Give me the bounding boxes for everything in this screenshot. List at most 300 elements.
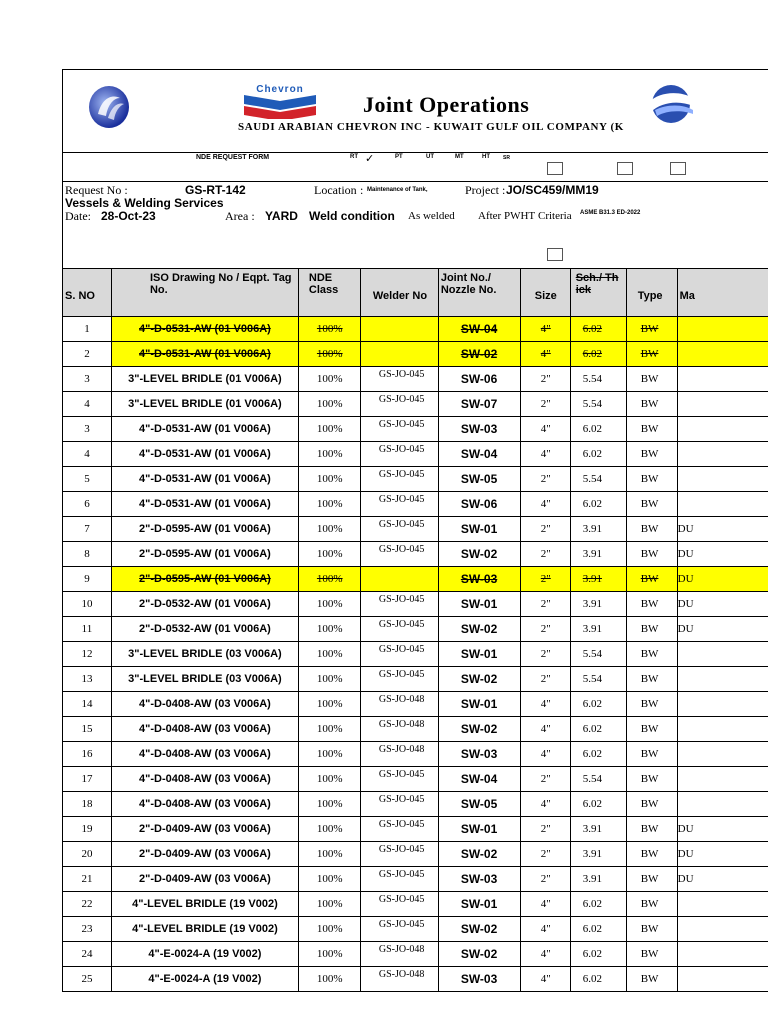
row-type: BW (626, 667, 677, 692)
row-type: BW (626, 792, 677, 817)
method-checkbox[interactable] (670, 162, 686, 175)
row-joint-no: SW-01 (438, 517, 520, 542)
weld-joint-table (62, 268, 768, 992)
row-size: 2" (520, 467, 570, 492)
row-serial-no: 14 (63, 692, 112, 717)
row-iso-drawing: 4"-LEVEL BRIDLE (19 V002) (111, 917, 298, 942)
row-nde-class: 100% (298, 317, 360, 342)
row-nde-class: 100% (298, 867, 360, 892)
row-welder-no: GS-JO-048 (360, 942, 438, 967)
row-joint-no: SW-06 (438, 492, 520, 517)
row-size: 2" (520, 517, 570, 542)
row-schedule: 6.02 (570, 692, 626, 717)
row-iso-drawing: 4"-D-0531-AW (01 V006A) (111, 317, 298, 342)
row-material: DU (677, 517, 768, 542)
row-size: 4" (520, 317, 570, 342)
row-schedule: 3.91 (570, 842, 626, 867)
row-schedule: 5.54 (570, 667, 626, 692)
row-welder-no: GS-JO-045 (360, 892, 438, 917)
row-nde-class: 100% (298, 642, 360, 667)
row-serial-no: 13 (63, 667, 112, 692)
row-material: DU (677, 542, 768, 567)
method-rt: RT (350, 154, 358, 160)
after-pwht-label: After PWHT (478, 210, 536, 222)
row-schedule: 3.91 (570, 542, 626, 567)
row-welder-no: GS-JO-048 (360, 967, 438, 992)
row-serial-no: 15 (63, 717, 112, 742)
row-schedule: 6.02 (570, 717, 626, 742)
row-welder-no: GS-JO-045 (360, 542, 438, 567)
row-type: BW (626, 317, 677, 342)
row-serial-no: 4 (63, 392, 112, 417)
row-schedule: 3.91 (570, 592, 626, 617)
row-nde-class: 100% (298, 692, 360, 717)
row-iso-drawing: 2"-D-0595-AW (01 V006A) (111, 517, 298, 542)
row-joint-no: SW-02 (438, 842, 520, 867)
table-row (63, 817, 768, 842)
table-row (63, 892, 768, 917)
weld-condition-label: Weld condition (309, 209, 395, 223)
row-serial-no: 17 (63, 767, 112, 792)
row-serial-no: 23 (63, 917, 112, 942)
row-schedule: 6.02 (570, 917, 626, 942)
row-nde-class: 100% (298, 592, 360, 617)
table-row (63, 367, 768, 392)
table-row (63, 392, 768, 417)
table-row (63, 492, 768, 517)
row-size: 4" (520, 742, 570, 767)
row-size: 4" (520, 492, 570, 517)
service-name: Vessels & Welding Services (65, 196, 224, 210)
row-joint-no: SW-04 (438, 317, 520, 342)
row-welder-no: GS-JO-045 (360, 592, 438, 617)
table-row (63, 592, 768, 617)
row-joint-no: SW-05 (438, 467, 520, 492)
row-joint-no: SW-02 (438, 542, 520, 567)
row-welder-no: GS-JO-045 (360, 842, 438, 867)
row-joint-no: SW-02 (438, 667, 520, 692)
row-nde-class: 100% (298, 467, 360, 492)
row-type: BW (626, 817, 677, 842)
row-type: BW (626, 717, 677, 742)
row-type: BW (626, 842, 677, 867)
row-type: BW (626, 942, 677, 967)
row-schedule: 3.91 (570, 817, 626, 842)
row-nde-class: 100% (298, 967, 360, 992)
table-row (63, 342, 768, 367)
date-value: 28-Oct-23 (101, 209, 156, 223)
row-nde-class: 100% (298, 392, 360, 417)
row-welder-no: GS-JO-045 (360, 667, 438, 692)
criteria-value: ASME B31.3 ED-2022 (580, 210, 641, 216)
row-type: BW (626, 517, 677, 542)
table-row (63, 317, 768, 342)
row-type: BW (626, 442, 677, 467)
row-material (677, 742, 768, 767)
col-header-size: Size (520, 269, 570, 317)
row-serial-no: 11 (63, 617, 112, 642)
row-iso-drawing: 4"-D-0408-AW (03 V006A) (111, 767, 298, 792)
chevron-wordmark: Chevron (256, 84, 304, 95)
row-serial-no: 19 (63, 817, 112, 842)
row-welder-no: GS-JO-045 (360, 792, 438, 817)
row-type: BW (626, 467, 677, 492)
row-size: 4" (520, 967, 570, 992)
row-joint-no: SW-06 (438, 367, 520, 392)
row-material (677, 692, 768, 717)
row-welder-no: GS-JO-045 (360, 817, 438, 842)
row-welder-no: GS-JO-045 (360, 517, 438, 542)
row-schedule: 3.91 (570, 567, 626, 592)
row-material (677, 917, 768, 942)
method-sr: SR (503, 155, 510, 161)
project-label: Project : (465, 183, 506, 197)
row-material (677, 792, 768, 817)
row-material (677, 467, 768, 492)
method-checkbox[interactable] (617, 162, 633, 175)
row-serial-no: 6 (63, 492, 112, 517)
row-type: BW (626, 567, 677, 592)
row-material (677, 642, 768, 667)
page-subtitle: SAUDI ARABIAN CHEVRON INC - KUWAIT GULF OIL COMPANY (K (238, 121, 624, 133)
row-type: BW (626, 542, 677, 567)
table-row (63, 417, 768, 442)
row-material: DU (677, 842, 768, 867)
row-iso-drawing: 2"-D-0532-AW (01 V006A) (111, 592, 298, 617)
row-nde-class: 100% (298, 742, 360, 767)
row-iso-drawing: 4"-E-0024-A (19 V002) (111, 967, 298, 992)
row-schedule: 3.91 (570, 617, 626, 642)
row-size: 4" (520, 342, 570, 367)
col-header-welder: Welder No (360, 269, 438, 317)
table-body (63, 317, 768, 992)
row-nde-class: 100% (298, 492, 360, 517)
row-joint-no: SW-01 (438, 642, 520, 667)
row-schedule: 6.02 (570, 792, 626, 817)
row-serial-no: 21 (63, 867, 112, 892)
row-joint-no: SW-07 (438, 392, 520, 417)
row-nde-class: 100% (298, 917, 360, 942)
row-size: 4" (520, 942, 570, 967)
row-size: 2" (520, 617, 570, 642)
row-serial-no: 5 (63, 467, 112, 492)
row-nde-class: 100% (298, 567, 360, 592)
row-iso-drawing: 4"-D-0531-AW (01 V006A) (111, 492, 298, 517)
row-schedule: 5.54 (570, 642, 626, 667)
row-joint-no: SW-02 (438, 342, 520, 367)
row-schedule: 5.54 (570, 467, 626, 492)
row-nde-class: 100% (298, 342, 360, 367)
row-schedule: 6.02 (570, 942, 626, 967)
row-material (677, 392, 768, 417)
location-value: Maintenance of Tank, (367, 187, 428, 193)
row-serial-no: 4 (63, 442, 112, 467)
row-schedule: 6.02 (570, 892, 626, 917)
row-serial-no: 24 (63, 942, 112, 967)
row-serial-no: 12 (63, 642, 112, 667)
row-joint-no: SW-01 (438, 817, 520, 842)
row-welder-no: GS-JO-048 (360, 692, 438, 717)
method-mt: MT (455, 154, 464, 160)
table-row (63, 967, 768, 992)
row-welder-no: GS-JO-045 (360, 367, 438, 392)
row-material: DU (677, 817, 768, 842)
row-welder-no (360, 317, 438, 342)
method-ut: UT (426, 154, 434, 160)
row-welder-no: GS-JO-045 (360, 492, 438, 517)
method-ht: HT (482, 154, 490, 160)
row-serial-no: 10 (63, 592, 112, 617)
row-schedule: 6.02 (570, 442, 626, 467)
row-serial-no: 1 (63, 317, 112, 342)
row-size: 2" (520, 542, 570, 567)
row-serial-no: 16 (63, 742, 112, 767)
row-iso-drawing: 4"-D-0408-AW (03 V006A) (111, 742, 298, 767)
row-schedule: 3.91 (570, 867, 626, 892)
row-type: BW (626, 617, 677, 642)
row-iso-drawing: 3"-LEVEL BRIDLE (03 V006A) (111, 642, 298, 667)
row-schedule: 5.54 (570, 392, 626, 417)
row-serial-no: 22 (63, 892, 112, 917)
row-serial-no: 3 (63, 367, 112, 392)
row-schedule: 6.02 (570, 317, 626, 342)
row-size: 2" (520, 567, 570, 592)
row-nde-class: 100% (298, 442, 360, 467)
row-type: BW (626, 742, 677, 767)
row-joint-no: SW-03 (438, 567, 520, 592)
table-row (63, 442, 768, 467)
row-size: 2" (520, 367, 570, 392)
row-type: BW (626, 367, 677, 392)
col-header-material: Ma (677, 269, 768, 317)
row-size: 4" (520, 417, 570, 442)
row-nde-class: 100% (298, 892, 360, 917)
row-welder-no: GS-JO-045 (360, 917, 438, 942)
row-nde-class: 100% (298, 817, 360, 842)
row-material (677, 342, 768, 367)
row-joint-no: SW-03 (438, 867, 520, 892)
method-pt: PT (395, 154, 403, 160)
row-joint-no: SW-01 (438, 692, 520, 717)
row-material: DU (677, 592, 768, 617)
project-value: JO/SC459/MM19 (506, 183, 599, 197)
row-material: DU (677, 617, 768, 642)
row-size: 4" (520, 442, 570, 467)
row-type: BW (626, 642, 677, 667)
row-material (677, 767, 768, 792)
row-iso-drawing: 4"-D-0531-AW (01 V006A) (111, 417, 298, 442)
row-joint-no: SW-02 (438, 942, 520, 967)
row-nde-class: 100% (298, 717, 360, 742)
row-iso-drawing: 4"-D-0408-AW (03 V006A) (111, 717, 298, 742)
criteria-label: Criteria (538, 210, 572, 222)
row-schedule: 6.02 (570, 742, 626, 767)
table-row (63, 842, 768, 867)
col-header-sno: S. NO (63, 269, 112, 317)
row-welder-no: GS-JO-045 (360, 442, 438, 467)
request-info (62, 181, 768, 268)
row-welder-no: GS-JO-048 (360, 742, 438, 767)
table-row (63, 542, 768, 567)
row-schedule: 3.91 (570, 517, 626, 542)
row-serial-no: 2 (63, 342, 112, 367)
pwht-checkbox[interactable] (547, 248, 563, 261)
row-material: DU (677, 567, 768, 592)
row-type: BW (626, 392, 677, 417)
row-type: BW (626, 492, 677, 517)
row-material (677, 417, 768, 442)
row-iso-drawing: 4"-D-0531-AW (01 V006A) (111, 442, 298, 467)
row-schedule: 5.54 (570, 767, 626, 792)
row-iso-drawing: 2"-D-0595-AW (01 V006A) (111, 542, 298, 567)
row-schedule: 6.02 (570, 342, 626, 367)
row-material (677, 717, 768, 742)
row-nde-class: 100% (298, 367, 360, 392)
row-serial-no: 18 (63, 792, 112, 817)
row-size: 4" (520, 717, 570, 742)
row-schedule: 5.54 (570, 367, 626, 392)
row-size: 2" (520, 817, 570, 842)
row-size: 2" (520, 667, 570, 692)
row-type: BW (626, 342, 677, 367)
col-header-iso: ISO Drawing No / Eqpt. Tag No. (111, 269, 298, 317)
row-nde-class: 100% (298, 942, 360, 967)
location-separator: : (360, 183, 364, 197)
row-iso-drawing: 3"-LEVEL BRIDLE (01 V006A) (111, 367, 298, 392)
form-name: NDE REQUEST FORM (196, 154, 270, 161)
row-schedule: 6.02 (570, 417, 626, 442)
row-material (677, 442, 768, 467)
row-size: 4" (520, 917, 570, 942)
row-size: 2" (520, 842, 570, 867)
row-joint-no: SW-02 (438, 917, 520, 942)
row-material (677, 492, 768, 517)
table-row (63, 942, 768, 967)
table-row (63, 792, 768, 817)
row-type: BW (626, 867, 677, 892)
row-joint-no: SW-04 (438, 442, 520, 467)
row-welder-no (360, 567, 438, 592)
row-type: BW (626, 892, 677, 917)
col-header-type: Type (626, 269, 677, 317)
table-row (63, 767, 768, 792)
row-welder-no: GS-JO-045 (360, 392, 438, 417)
row-welder-no (360, 342, 438, 367)
row-size: 4" (520, 892, 570, 917)
row-type: BW (626, 692, 677, 717)
table-row (63, 742, 768, 767)
row-joint-no: SW-02 (438, 617, 520, 642)
area-label: Area : (225, 209, 255, 223)
row-type: BW (626, 967, 677, 992)
row-serial-no: 7 (63, 517, 112, 542)
row-joint-no: SW-04 (438, 767, 520, 792)
request-no-value: GS-RT-142 (185, 183, 246, 197)
location-label: Location (314, 183, 357, 197)
row-joint-no: SW-03 (438, 967, 520, 992)
row-iso-drawing: 2"-D-0595-AW (01 V006A) (111, 567, 298, 592)
row-nde-class: 100% (298, 792, 360, 817)
company-swirl-logo (86, 84, 132, 130)
date-label: Date: (65, 209, 91, 223)
row-serial-no: 25 (63, 967, 112, 992)
row-material (677, 967, 768, 992)
method-checkbox[interactable] (547, 162, 563, 175)
row-iso-drawing: 3"-LEVEL BRIDLE (03 V006A) (111, 667, 298, 692)
row-joint-no: SW-03 (438, 417, 520, 442)
row-nde-class: 100% (298, 517, 360, 542)
table-row (63, 867, 768, 892)
table-row (63, 617, 768, 642)
kgoc-logo (645, 84, 693, 124)
as-welded-label: As welded (408, 210, 455, 222)
row-welder-no: GS-JO-045 (360, 642, 438, 667)
row-nde-class: 100% (298, 417, 360, 442)
row-welder-no: GS-JO-045 (360, 617, 438, 642)
row-material (677, 942, 768, 967)
row-joint-no: SW-01 (438, 592, 520, 617)
table-row (63, 567, 768, 592)
row-nde-class: 100% (298, 667, 360, 692)
nde-method-row (62, 152, 768, 182)
row-nde-class: 100% (298, 767, 360, 792)
row-welder-no: GS-JO-048 (360, 717, 438, 742)
row-iso-drawing: 4"-D-0531-AW (01 V006A) (111, 467, 298, 492)
row-joint-no: SW-02 (438, 717, 520, 742)
table-row (63, 467, 768, 492)
row-material (677, 892, 768, 917)
row-welder-no: GS-JO-045 (360, 767, 438, 792)
rt-check-icon: ✓ (365, 153, 375, 165)
col-header-joint: Joint No./ Nozzle No. (438, 269, 520, 317)
row-iso-drawing: 4"-E-0024-A (19 V002) (111, 942, 298, 967)
row-iso-drawing: 3"-LEVEL BRIDLE (01 V006A) (111, 392, 298, 417)
row-size: 2" (520, 592, 570, 617)
row-iso-drawing: 2"-D-0409-AW (03 V006A) (111, 867, 298, 892)
row-welder-no: GS-JO-045 (360, 467, 438, 492)
table-row (63, 717, 768, 742)
row-iso-drawing: 4"-LEVEL BRIDLE (19 V002) (111, 892, 298, 917)
row-nde-class: 100% (298, 542, 360, 567)
request-no-label: Request No : (65, 183, 128, 197)
row-joint-no: SW-03 (438, 742, 520, 767)
row-material (677, 367, 768, 392)
row-iso-drawing: 4"-D-0531-AW (01 V006A) (111, 342, 298, 367)
col-header-nde: NDE Class (298, 269, 360, 317)
row-iso-drawing: 4"-D-0408-AW (03 V006A) (111, 692, 298, 717)
row-type: BW (626, 417, 677, 442)
row-iso-drawing: 2"-D-0409-AW (03 V006A) (111, 817, 298, 842)
row-size: 2" (520, 642, 570, 667)
chevron-emblem-icon (244, 95, 316, 119)
row-material (677, 317, 768, 342)
row-material (677, 667, 768, 692)
row-serial-no: 3 (63, 417, 112, 442)
row-type: BW (626, 917, 677, 942)
row-size: 4" (520, 692, 570, 717)
row-nde-class: 100% (298, 842, 360, 867)
row-size: 2" (520, 392, 570, 417)
row-size: 2" (520, 867, 570, 892)
row-welder-no: GS-JO-045 (360, 867, 438, 892)
row-material: DU (677, 867, 768, 892)
table-row (63, 642, 768, 667)
row-nde-class: 100% (298, 617, 360, 642)
row-size: 4" (520, 792, 570, 817)
page-title: Joint Operations (363, 92, 530, 117)
row-joint-no: SW-01 (438, 892, 520, 917)
row-serial-no: 9 (63, 567, 112, 592)
